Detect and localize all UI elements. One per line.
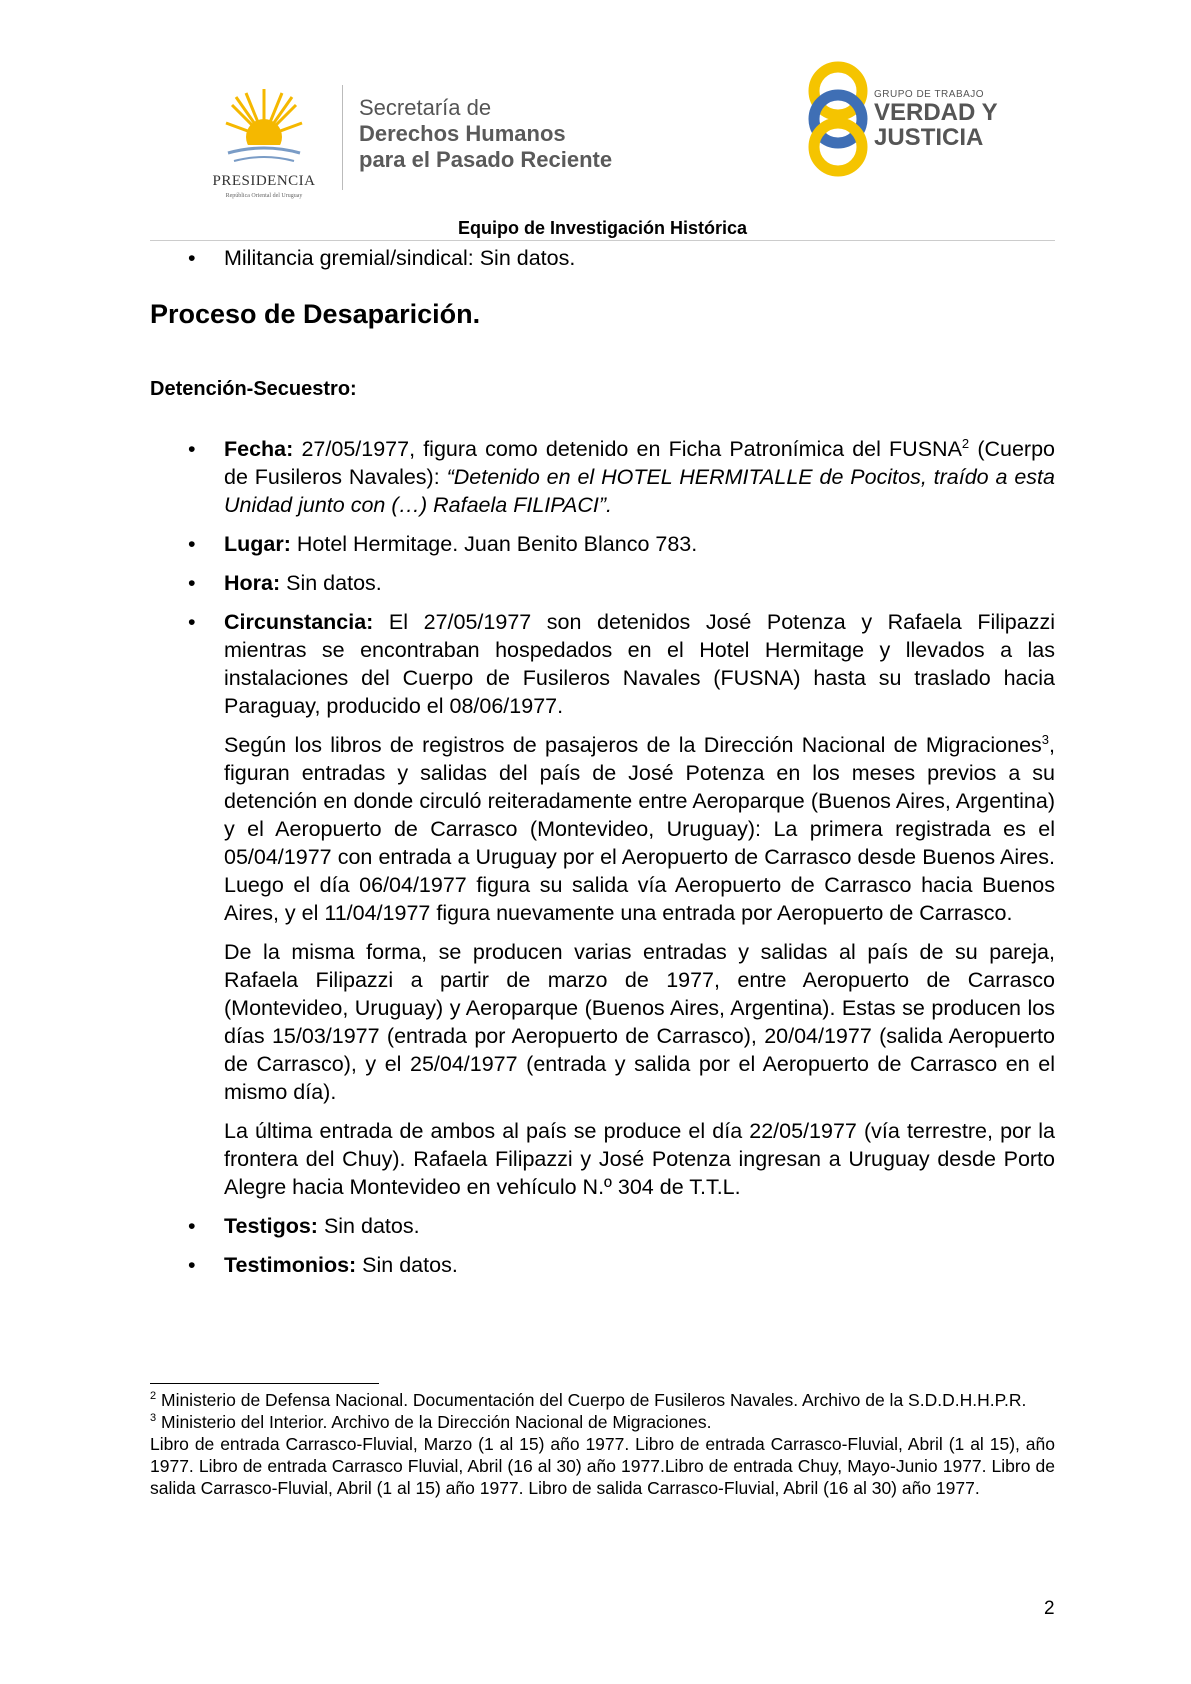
fecha-label: Fecha: — [224, 437, 294, 461]
list-item-militancia — [150, 244, 1055, 272]
footnote-ref-2[interactable]: 2 — [961, 435, 970, 451]
secretaria-line2: Derechos Humanos — [359, 121, 566, 146]
circunstancia-label: Circunstancia: — [224, 610, 374, 634]
lugar-text: Hotel Hermitage. Juan Benito Blanco 783. — [290, 532, 698, 556]
footnote-3-continuation: Libro de entrada Carrasco-Fluvial, Marzo (1 al 15) año 1977. Libro de entrada Carrasco-Fluvial, Abril (1 al 15), año 1977. Libro de entrada Carrasco Fluvial, Abril (16 al 30) año 1977.Libro de entrada Chuy, Mayo-Junio 1977. Libro de salida Carrasco-Fluvial, Abril (1 al 15) año 1977. Libro de salida Carrasco-Fluvial, Abril (16 al 30) año 1977. — [150, 1434, 1055, 1498]
footnote-2 — [150, 1389, 1055, 1411]
footnotes — [150, 1389, 1055, 1499]
page-header — [0, 55, 1191, 199]
fecha-text: 27/05/1977, figura como detenido en Ficha Patronímica del FUSNA — [293, 437, 962, 461]
list-item-testigos — [150, 1212, 1055, 1240]
section-title: Proceso de Desaparición. — [150, 299, 481, 329]
testimonios-text: Sin datos. — [356, 1253, 458, 1277]
grupo-line2: VERDAD Y — [874, 99, 998, 126]
list-item-lugar — [150, 530, 1055, 558]
fecha-quote: “Detenido en el HOTEL HERMITALLE de Pocitos, traído a esta Unidad junto con (…) Rafaela FILIPACI”. — [224, 465, 1055, 517]
fecha-text-2: (Cuerpo de Fusileros Navales): — [224, 437, 1055, 489]
presidencia-name: PRESIDENCIA — [212, 173, 316, 189]
header-rule — [150, 240, 1055, 241]
list-item-fecha — [150, 435, 1055, 519]
circunstancia-text: El 27/05/1977 son detenidos José Potenza y Rafaela Filipazzi mientras se encontraban hospedados en el Hotel Hermitage y llevados a las instalaciones del Cuerpo de Fusileros Navales (FUSNA) hasta su traslado hacia Paraguay, producido el 08/06/1977. — [224, 610, 1055, 718]
bullet-icon: • — [188, 1214, 196, 1238]
bullet-icon: • — [188, 571, 196, 595]
para1-text-b: , figuran entradas y salidas del país de José Potenza en los meses previos a su detención en donde circuló reiteradamente entre Aeroparque (Buenos Aires, Argentina) y el Aeropuerto de Carrasco (Montevideo, Uruguay): La primera registrada es el 05/04/1977 con entrada a Uruguay por el Aeropuerto de Carrasco desde Buenos Aires. Luego el día 06/04/1977 figura su salida vía Aeropuerto de Carrasco hacia Buenos Aires, y el 11/04/1977 figura nuevamente una entrada por Aeropuerto de Carrasco. — [224, 733, 1055, 925]
footnote-separator — [150, 1383, 379, 1384]
paragraph-ultima-entrada: La última entrada de ambos al país se produce el día 22/05/1977 (vía terrestre, por la frontera del Chuy). Rafaela Filipazzi y José Potenza ingresan a Uruguay desde Porto Alegre hacia Montevideo en vehículo N.º 304 de T.T.L. — [224, 1119, 1055, 1199]
footnote-3-number: 3 — [150, 1412, 157, 1425]
lugar-label: Lugar: — [224, 532, 291, 556]
secretaria-line1: Secretaría de — [359, 95, 492, 120]
sun-logo-icon — [224, 85, 304, 170]
grupo-line1: GRUPO DE TRABAJO — [874, 89, 985, 100]
list-item-testimonios — [150, 1251, 1055, 1279]
paragraph-migraciones-potenza — [150, 731, 1055, 927]
testimonios-label: Testimonios: — [224, 1253, 357, 1277]
footnote-2-text: Ministerio de Defensa Nacional. Documentación del Cuerpo de Fusileros Navales. Archivo de la S.D.D.H.H.P.R. — [156, 1390, 1027, 1410]
grupo-trabajo-text — [874, 89, 998, 150]
presidencia-logo — [190, 85, 338, 199]
testigos-text: Sin datos. — [317, 1214, 420, 1238]
testigos-label: Testigos: — [224, 1214, 318, 1238]
page-number: 2 — [1044, 1598, 1055, 1619]
hora-text: Sin datos. — [280, 571, 382, 595]
document-body — [150, 244, 1055, 1279]
para1-text-a: Según los libros de registros de pasajeros de la Dirección Nacional de Migraciones — [224, 733, 1042, 757]
militancia-text: Militancia gremial/sindical: Sin datos. — [224, 246, 576, 270]
team-heading: Equipo de Investigación Histórica — [457, 218, 748, 238]
subsection-title: Detención-Secuestro: — [150, 378, 357, 400]
bullet-icon: • — [188, 437, 196, 461]
presidencia-subtitle: República Oriental del Uruguay — [225, 193, 303, 199]
footnote-3 — [150, 1411, 1055, 1433]
footnote-3-text: Ministerio del Interior. Archivo de la Dirección Nacional de Migraciones. — [156, 1412, 712, 1432]
bullet-icon: • — [188, 610, 196, 634]
grupo-line3: JUSTICIA — [874, 124, 984, 151]
list-item-circunstancia — [150, 608, 1055, 720]
hora-label: Hora: — [224, 571, 281, 595]
logo-divider — [342, 85, 343, 190]
list-item-hora — [150, 569, 1055, 597]
footnote-ref-3[interactable]: 3 — [1041, 731, 1050, 747]
paragraph-migraciones-filipazzi: De la misma forma, se producen varias entradas y salidas al país de su pareja, Rafaela Filipazzi a partir de marzo de 1977, entre Aeropuerto de Carrasco (Montevideo, Uruguay) y Aeroparque (Buenos Aires, Argentina). Estas se producen los días 15/03/1977 (entrada por Aeropuerto de Carrasco), 20/04/1977 (salida Aeropuerto de Carrasco), y el 25/04/1977 (entrada y salida por el Aeropuerto de Carrasco en el mismo día). — [224, 940, 1055, 1104]
footnote-2-number: 2 — [150, 1390, 157, 1403]
secretaria-line3: para el Pasado Reciente — [359, 147, 613, 172]
secretaria-logo-text — [359, 95, 612, 173]
bullet-icon: • — [188, 246, 196, 270]
bullet-icon: • — [188, 532, 196, 556]
bullet-icon: • — [188, 1253, 196, 1277]
